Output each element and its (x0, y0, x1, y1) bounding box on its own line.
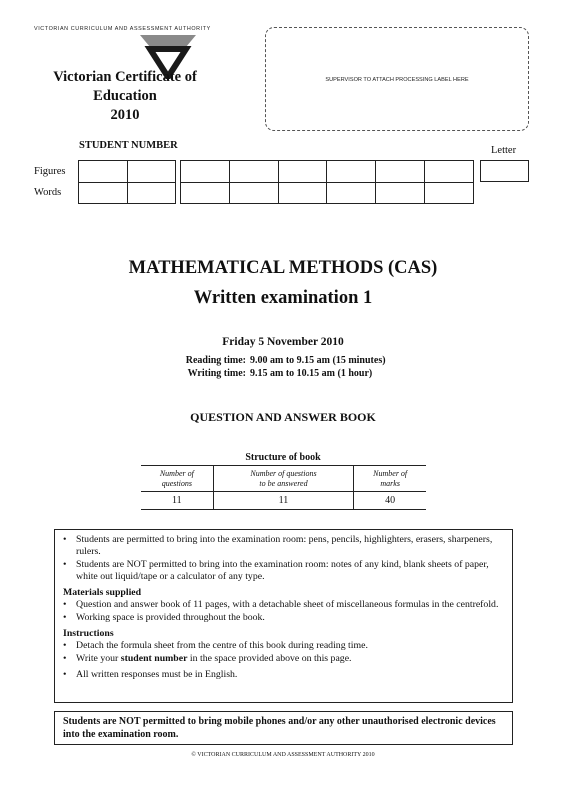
reading-time-label: Reading time: (185, 355, 246, 366)
structure-title: Structure of book (245, 452, 321, 463)
figure-box[interactable] (424, 161, 473, 183)
bullet-english: • All written responses must be in English. (63, 668, 238, 680)
processing-label-text: SUPERVISOR TO ATTACH PROCESSING LABEL HERE (325, 77, 469, 83)
structure-header-row (141, 466, 426, 492)
figures-row (79, 161, 474, 183)
structure-value-cell: 11 (141, 492, 213, 510)
bullet-detach: • Detach the formula sheet from the centre of this book during reading time. (63, 640, 368, 652)
figure-box[interactable] (79, 161, 128, 183)
writing-time-label: Writing time: (187, 368, 246, 379)
student-number-grid (78, 160, 474, 204)
reading-time-value: 9.00 am to 9.15 am (15 minutes) (250, 355, 386, 366)
exam-times (0, 354, 566, 380)
bullet-icon: • (63, 534, 67, 545)
materials-heading: Materials supplied (63, 587, 142, 599)
bullet-icon: • (63, 668, 67, 680)
figure-box[interactable] (327, 161, 376, 183)
structure-value-cell: 40 (354, 492, 426, 510)
bullet-write-number: • Write your student number in the space provided above on this page. (63, 652, 352, 664)
word-box[interactable] (278, 182, 327, 204)
figure-box[interactable] (278, 161, 327, 183)
bullet-icon: • (63, 640, 67, 652)
word-box[interactable] (127, 182, 176, 204)
structure-header-cell: Number of marks (354, 466, 426, 492)
book-title: QUESTION AND ANSWER BOOK (190, 410, 376, 424)
structure-header-cell: Number of questions to be answered (213, 466, 354, 492)
reading-time-row (0, 354, 566, 367)
bullet-icon: • (63, 611, 67, 623)
letter-heading: Letter (491, 145, 517, 156)
writing-time-value: 9.15 am to 10.15 am (1 hour) (250, 368, 373, 379)
bullet-materials-book: • Question and answer book of 11 pages, with a detachable sheet of miscellaneous formulas in the centrefold. (63, 599, 499, 611)
certificate-year: 2010 (110, 107, 140, 123)
exam-title: Written examination 1 (193, 288, 373, 308)
words-row (79, 182, 474, 204)
figure-box[interactable] (376, 161, 425, 183)
instructions-heading: Instructions (63, 628, 114, 640)
bullet-icon: • (63, 558, 67, 570)
figure-box[interactable] (127, 161, 176, 183)
student-number-heading: STUDENT NUMBER (79, 140, 178, 151)
student-number-emphasis: student number (120, 652, 188, 664)
structure-table (141, 465, 426, 510)
instructions-content (63, 534, 503, 681)
bullet-materials-space: • Working space is provided throughout the book. (63, 611, 265, 623)
authority-name: VICTORIAN CURRICULUM AND ASSESSMENT AUTHORITY (34, 26, 211, 32)
word-box[interactable] (181, 182, 230, 204)
bullet-icon: • (63, 599, 67, 611)
bullet-permitted: • Students are permitted to bring into the examination room: pens, pencils, highlighters, erasers, sharpeners, rulers. (63, 534, 493, 558)
certificate-title (34, 68, 216, 125)
letter-box[interactable] (480, 160, 529, 182)
writing-time-row (0, 367, 566, 380)
subject-title: MATHEMATICAL METHODS (CAS) (128, 258, 438, 278)
figure-box[interactable] (181, 161, 230, 183)
exam-date: Friday 5 November 2010 (222, 336, 344, 348)
word-box[interactable] (376, 182, 425, 204)
figures-label: Figures (34, 166, 66, 177)
structure-header-cell: Number of questions (141, 466, 213, 492)
bullet-not-permitted: • Students are NOT permitted to bring into the examination room: notes of any kind, blank sheets of paper, white out liquid/tape or a calculator of any type. (63, 558, 489, 582)
word-box[interactable] (327, 182, 376, 204)
words-label: Words (34, 187, 62, 198)
mobile-phone-notice: Students are NOT permitted to bring mobile phones and/or any other unauthorised electronic devices into the examination room. (63, 716, 496, 740)
word-box[interactable] (79, 182, 128, 204)
structure-value-row (141, 492, 426, 510)
figure-box[interactable] (230, 161, 279, 183)
word-box[interactable] (424, 182, 473, 204)
copyright: © VICTORIAN CURRICULUM AND ASSESSMENT AUTHORITY 2010 (191, 752, 375, 758)
certificate-name: Victorian Certificate of Education (53, 69, 197, 104)
bullet-icon: • (63, 652, 67, 664)
structure-value-cell: 11 (213, 492, 354, 510)
word-box[interactable] (230, 182, 279, 204)
